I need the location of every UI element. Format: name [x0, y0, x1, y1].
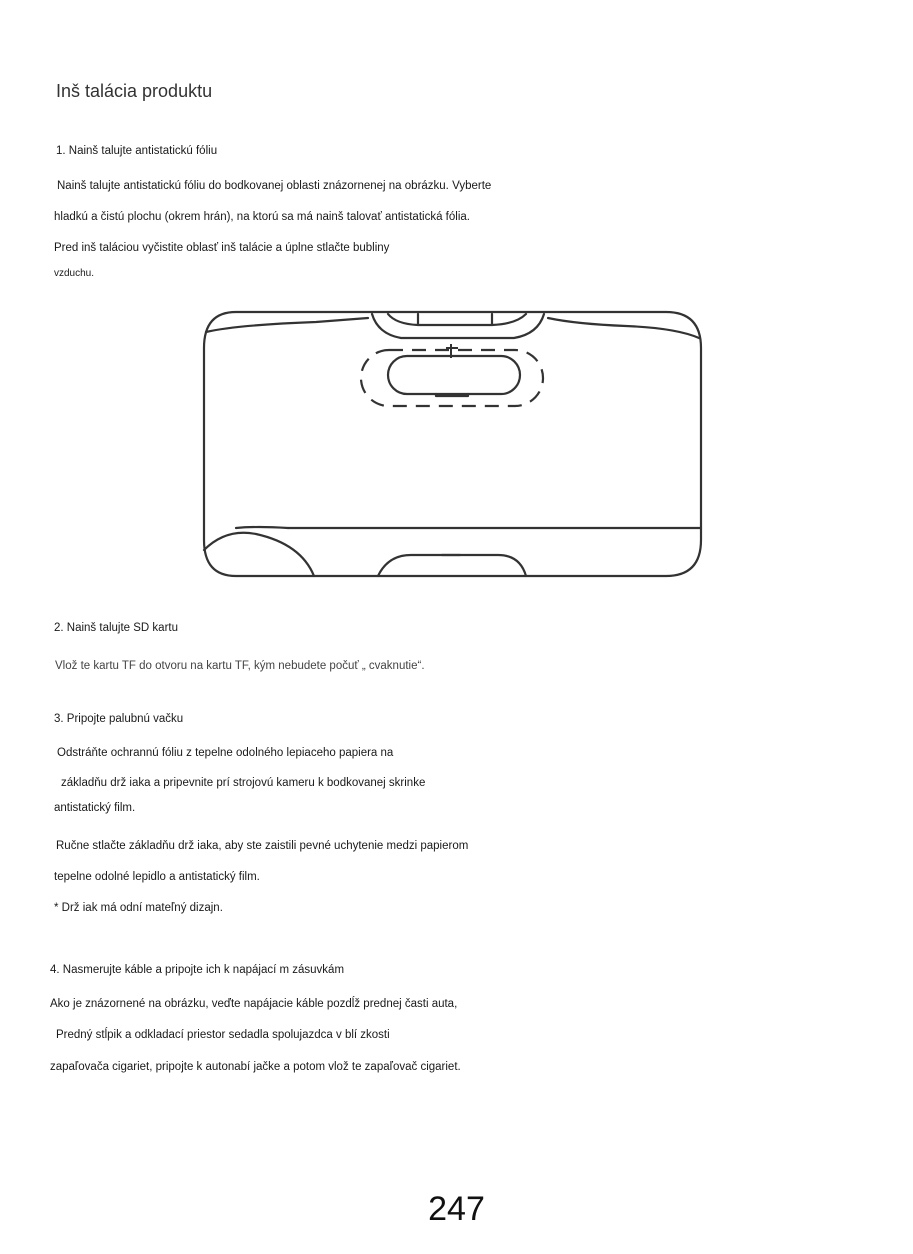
page-title: Inš talácia produktu	[56, 81, 213, 101]
section-1-line-4: vzduchu.	[54, 268, 95, 279]
section-1-heading: 1. Nainš talujte antistatickú fóliu	[56, 145, 218, 157]
section-3-heading: 3. Pripojte palubnú vačku	[54, 713, 184, 725]
section-2-line-1: Vlož te kartu TF do otvoru na kartu TF, kým nebudete počuť „ cvaknutie“.	[55, 660, 425, 672]
section-1-line-3: Pred inš taláciou vyčistite oblasť inš talácie a úplne stlačte bubliny	[54, 242, 390, 254]
section-4-line-1: Ako je znázornené na obrázku, veďte napájacie káble pozdĺž prednej časti auta,	[50, 998, 458, 1010]
section-4-heading: 4. Nasmerujte káble a pripojte ich k napájací m zásuvkám	[50, 964, 345, 976]
section-4-line-2: Predný stĺpik a odkladací priestor sedadla spolujazdca v blí zkosti	[56, 1029, 390, 1041]
section-1-line-1: Nainš talujte antistatickú fóliu do bodkovanej oblasti znázornenej na obrázku. Vyberte	[57, 180, 492, 192]
section-3-line-2: základňu drž iaka a pripevnite prí strojovú kameru k bodkovanej skrinke	[61, 777, 426, 789]
section-1-line-2: hladkú a čistú plochu (okrem hrán), na ktorú sa má nainš talovať antistatická fólia.	[54, 211, 470, 223]
page-number: 247	[428, 1190, 485, 1228]
section-3-line-3: antistatický film.	[54, 802, 136, 814]
section-2-heading: 2. Nainš talujte SD kartu	[54, 622, 179, 634]
section-4-line-3: zapaľovača cigariet, pripojte k autonabí jačke a potom vlož te zapaľovač cigariet.	[50, 1061, 461, 1073]
section-3-line-5: tepelne odolné lepidlo a antistatický film.	[54, 871, 260, 883]
dashcam-illustration	[196, 300, 706, 585]
section-3-line-6: * Drž iak má odní mateľný dizajn.	[54, 902, 223, 914]
section-3-line-1: Odstráňte ochrannú fóliu z tepelne odolného lepiaceho papiera na	[57, 747, 394, 759]
section-3-line-4: Ručne stlačte základňu drž iaka, aby ste zaistili pevné uchytenie medzi papierom	[56, 840, 469, 852]
